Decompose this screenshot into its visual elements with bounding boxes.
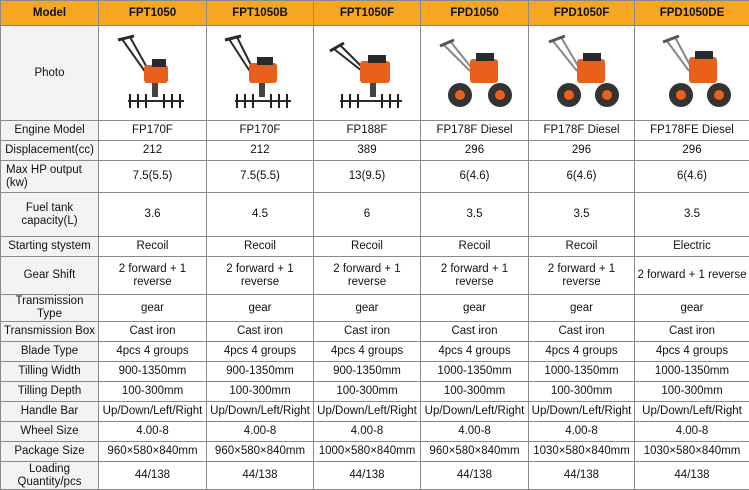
label-displacement: Displacement(cc) bbox=[1, 141, 99, 161]
cell: 4.00-8 bbox=[529, 422, 635, 442]
cell: gear bbox=[207, 295, 314, 322]
cell: 44/138 bbox=[635, 462, 749, 490]
cell: 100-300mm bbox=[207, 382, 314, 402]
cell: 4.5 bbox=[207, 193, 314, 237]
row-engine-model bbox=[1, 121, 749, 141]
cell: 4pcs 4 groups bbox=[314, 342, 421, 362]
cell: 212 bbox=[99, 141, 207, 161]
cell: Up/Down/Left/Right bbox=[635, 402, 749, 422]
cell: Cast iron bbox=[207, 322, 314, 342]
cell: 6(4.6) bbox=[529, 161, 635, 193]
cell: Up/Down/Left/Right bbox=[99, 402, 207, 422]
label-engine-model: Engine Model bbox=[1, 121, 99, 141]
cell: Recoil bbox=[314, 237, 421, 257]
row-displacement bbox=[1, 141, 749, 161]
cell: 100-300mm bbox=[635, 382, 749, 402]
cell: 44/138 bbox=[314, 462, 421, 490]
cell: 4.00-8 bbox=[99, 422, 207, 442]
header-model-1: FPT1050 bbox=[99, 1, 207, 26]
cell: FP178FE Diesel bbox=[635, 121, 749, 141]
cell: 900-1350mm bbox=[314, 362, 421, 382]
header-model-6: FPD1050DE bbox=[635, 1, 749, 26]
cell: Recoil bbox=[207, 237, 314, 257]
cell: 2 forward + 1 reverse bbox=[314, 257, 421, 295]
label-transmission-box: Transmission Box bbox=[1, 322, 99, 342]
row-starting-system bbox=[1, 237, 749, 257]
label-gear-shift: Gear Shift bbox=[1, 257, 99, 295]
cell: 3.5 bbox=[529, 193, 635, 237]
cell: 296 bbox=[635, 141, 749, 161]
row-gear-shift bbox=[1, 257, 749, 295]
cell: Cast iron bbox=[421, 322, 529, 342]
cell: Recoil bbox=[99, 237, 207, 257]
cell: 1000-1350mm bbox=[635, 362, 749, 382]
cell: Cast iron bbox=[99, 322, 207, 342]
header-model-3: FPT1050F bbox=[314, 1, 421, 26]
row-package-size bbox=[1, 442, 749, 462]
cell: 2 forward + 1 reverse bbox=[99, 257, 207, 295]
label-starting-system: Starting stystem bbox=[1, 237, 99, 257]
cell: 6(4.6) bbox=[635, 161, 749, 193]
cell: 6(4.6) bbox=[421, 161, 529, 193]
cell: 100-300mm bbox=[314, 382, 421, 402]
tiller-image-5 bbox=[537, 31, 627, 116]
row-loading-quantity bbox=[1, 462, 749, 490]
cell: 44/138 bbox=[207, 462, 314, 490]
label-blade-type: Blade Type bbox=[1, 342, 99, 362]
cell: 4pcs 4 groups bbox=[635, 342, 749, 362]
cell: FP178F Diesel bbox=[421, 121, 529, 141]
cell: Electric bbox=[635, 237, 749, 257]
cell: 4pcs 4 groups bbox=[421, 342, 529, 362]
cell: 960×580×840mm bbox=[207, 442, 314, 462]
cell: 960×580×840mm bbox=[99, 442, 207, 462]
photo-row bbox=[1, 26, 749, 121]
cell: 1000-1350mm bbox=[421, 362, 529, 382]
cell: FP170F bbox=[99, 121, 207, 141]
cell: gear bbox=[99, 295, 207, 322]
cell: 2 forward + 1 reverse bbox=[421, 257, 529, 295]
photo-fpd1050de bbox=[635, 26, 749, 121]
photo-fpd1050f bbox=[529, 26, 635, 121]
cell: 4.00-8 bbox=[207, 422, 314, 442]
cell: Recoil bbox=[421, 237, 529, 257]
header-model-label: Model bbox=[1, 1, 99, 26]
cell: Up/Down/Left/Right bbox=[207, 402, 314, 422]
label-wheel-size: Wheel Size bbox=[1, 422, 99, 442]
row-max-hp bbox=[1, 161, 749, 193]
cell: 100-300mm bbox=[529, 382, 635, 402]
row-tilling-width bbox=[1, 362, 749, 382]
cell: 3.5 bbox=[635, 193, 749, 237]
cell: 3.5 bbox=[421, 193, 529, 237]
cell: 1000-1350mm bbox=[529, 362, 635, 382]
label-transmission-type: Transmission Type bbox=[1, 295, 99, 322]
cell: 1000×580×840mm bbox=[314, 442, 421, 462]
cell: Cast iron bbox=[529, 322, 635, 342]
cell: 1030×580×840mm bbox=[635, 442, 749, 462]
cell: 13(9.5) bbox=[314, 161, 421, 193]
tiller-image-6 bbox=[647, 31, 737, 116]
cell: FP170F bbox=[207, 121, 314, 141]
cell: gear bbox=[421, 295, 529, 322]
cell: 4pcs 4 groups bbox=[207, 342, 314, 362]
cell: Up/Down/Left/Right bbox=[314, 402, 421, 422]
photo-label: Photo bbox=[1, 26, 99, 121]
label-fuel-tank: Fuel tank capacity(L) bbox=[1, 193, 99, 237]
cell: 44/138 bbox=[421, 462, 529, 490]
cell: 4.00-8 bbox=[635, 422, 749, 442]
cell: gear bbox=[635, 295, 749, 322]
cell: 2 forward + 1 reverse bbox=[207, 257, 314, 295]
cell: 3.6 bbox=[99, 193, 207, 237]
cell: 2 forward + 1 reverse bbox=[635, 257, 749, 295]
row-handle-bar bbox=[1, 402, 749, 422]
label-handle-bar: Handle Bar bbox=[1, 402, 99, 422]
cell: 100-300mm bbox=[421, 382, 529, 402]
photo-fpt1050 bbox=[99, 26, 207, 121]
label-tilling-width: Tilling Width bbox=[1, 362, 99, 382]
row-wheel-size bbox=[1, 422, 749, 442]
tiller-image-3 bbox=[322, 31, 412, 116]
label-loading-quantity: Loading Quantity/pcs bbox=[1, 462, 99, 490]
cell: 100-300mm bbox=[99, 382, 207, 402]
cell: Cast iron bbox=[635, 322, 749, 342]
label-tilling-depth: Tilling Depth bbox=[1, 382, 99, 402]
cell: 6 bbox=[314, 193, 421, 237]
cell: 389 bbox=[314, 141, 421, 161]
cell: 44/138 bbox=[99, 462, 207, 490]
cell: 2 forward + 1 reverse bbox=[529, 257, 635, 295]
cell: Up/Down/Left/Right bbox=[421, 402, 529, 422]
photo-fpd1050 bbox=[421, 26, 529, 121]
photo-fpt1050b bbox=[207, 26, 314, 121]
header-model-2: FPT1050B bbox=[207, 1, 314, 26]
tiller-image-1 bbox=[108, 31, 198, 116]
row-transmission-box bbox=[1, 322, 749, 342]
cell: Up/Down/Left/Right bbox=[529, 402, 635, 422]
cell: 44/138 bbox=[529, 462, 635, 490]
cell: 4.00-8 bbox=[314, 422, 421, 442]
cell: 4pcs 4 groups bbox=[99, 342, 207, 362]
cell: gear bbox=[529, 295, 635, 322]
header-model-4: FPD1050 bbox=[421, 1, 529, 26]
cell: 4pcs 4 groups bbox=[529, 342, 635, 362]
cell: FP188F bbox=[314, 121, 421, 141]
cell: 7.5(5.5) bbox=[99, 161, 207, 193]
photo-fpt1050f bbox=[314, 26, 421, 121]
cell: 1030×580×840mm bbox=[529, 442, 635, 462]
cell: 7.5(5.5) bbox=[207, 161, 314, 193]
label-max-hp: Max HP output (kw) bbox=[1, 161, 99, 193]
cell: 960×580×840mm bbox=[421, 442, 529, 462]
cell: Recoil bbox=[529, 237, 635, 257]
row-fuel-tank bbox=[1, 193, 749, 237]
cell: 4.00-8 bbox=[421, 422, 529, 442]
cell: Cast iron bbox=[314, 322, 421, 342]
tiller-image-4 bbox=[430, 31, 520, 116]
cell: FP178F Diesel bbox=[529, 121, 635, 141]
label-package-size: Package Size bbox=[1, 442, 99, 462]
row-transmission-type bbox=[1, 295, 749, 322]
cell: 296 bbox=[421, 141, 529, 161]
cell: 900-1350mm bbox=[99, 362, 207, 382]
header-row bbox=[1, 1, 749, 26]
cell: 296 bbox=[529, 141, 635, 161]
tiller-image-2 bbox=[215, 31, 305, 116]
header-model-5: FPD1050F bbox=[529, 1, 635, 26]
cell: 900-1350mm bbox=[207, 362, 314, 382]
cell: gear bbox=[314, 295, 421, 322]
cell: 212 bbox=[207, 141, 314, 161]
row-blade-type bbox=[1, 342, 749, 362]
row-tilling-depth bbox=[1, 382, 749, 402]
